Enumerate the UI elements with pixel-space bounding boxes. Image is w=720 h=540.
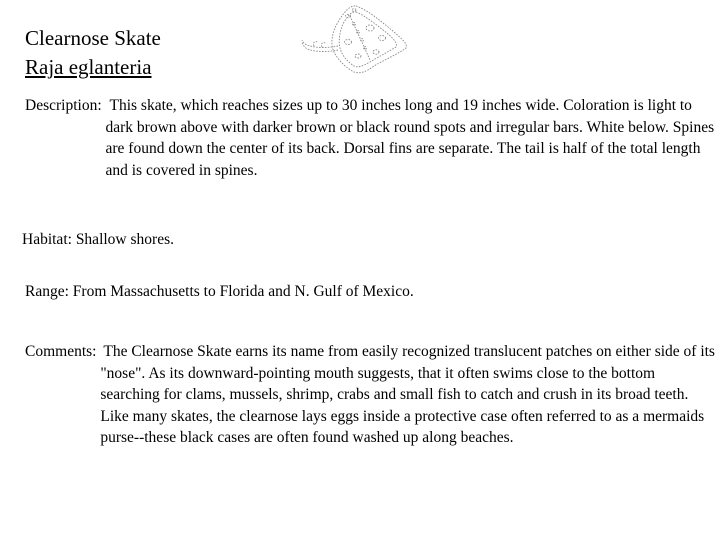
scientific-name: Raja eglanteria xyxy=(25,55,152,79)
range-text: From Massachusetts to Florida and N. Gulf of Mexico. xyxy=(72,283,414,300)
comments-label: Comments: xyxy=(25,343,97,360)
skate-body-outline xyxy=(332,6,406,73)
habitat-section xyxy=(22,229,712,251)
skate-tail-fin-2 xyxy=(321,43,326,47)
description-section xyxy=(25,95,715,181)
page-title: Clearnose Skate xyxy=(25,26,161,50)
habitat-label: Habitat: xyxy=(22,231,72,248)
comments-section xyxy=(25,341,715,449)
description-label: Description: xyxy=(25,97,102,114)
skate-illustration xyxy=(298,2,410,80)
range-section xyxy=(25,281,715,303)
range-label: Range: xyxy=(25,283,69,300)
comments-text: The Clearnose Skate earns its name from easily recognized translucent patches on either side of its "nose". As its downward-pointing mouth suggests, that it often swims close to the bottom searching for clams, mussels, shrimp, crabs and small fish to catch and crush in its broad teeth. Like many skates, the clearnose lays eggs inside a protective case often referred to as a mermaids purse--these black cases are often found washed up along beaches. xyxy=(100,343,715,446)
description-text: This skate, which reaches sizes up to 30 inches long and 19 inches wide. Coloration is light to dark brown above with darker brown or black round spots and irregular bars. White below. Spines are found down the center of its back. Dorsal fins are separate. The tail is half of the total length and is covered in spines. xyxy=(105,97,715,179)
habitat-text: Shallow shores. xyxy=(75,231,174,248)
skate-tail-fin xyxy=(313,42,318,46)
